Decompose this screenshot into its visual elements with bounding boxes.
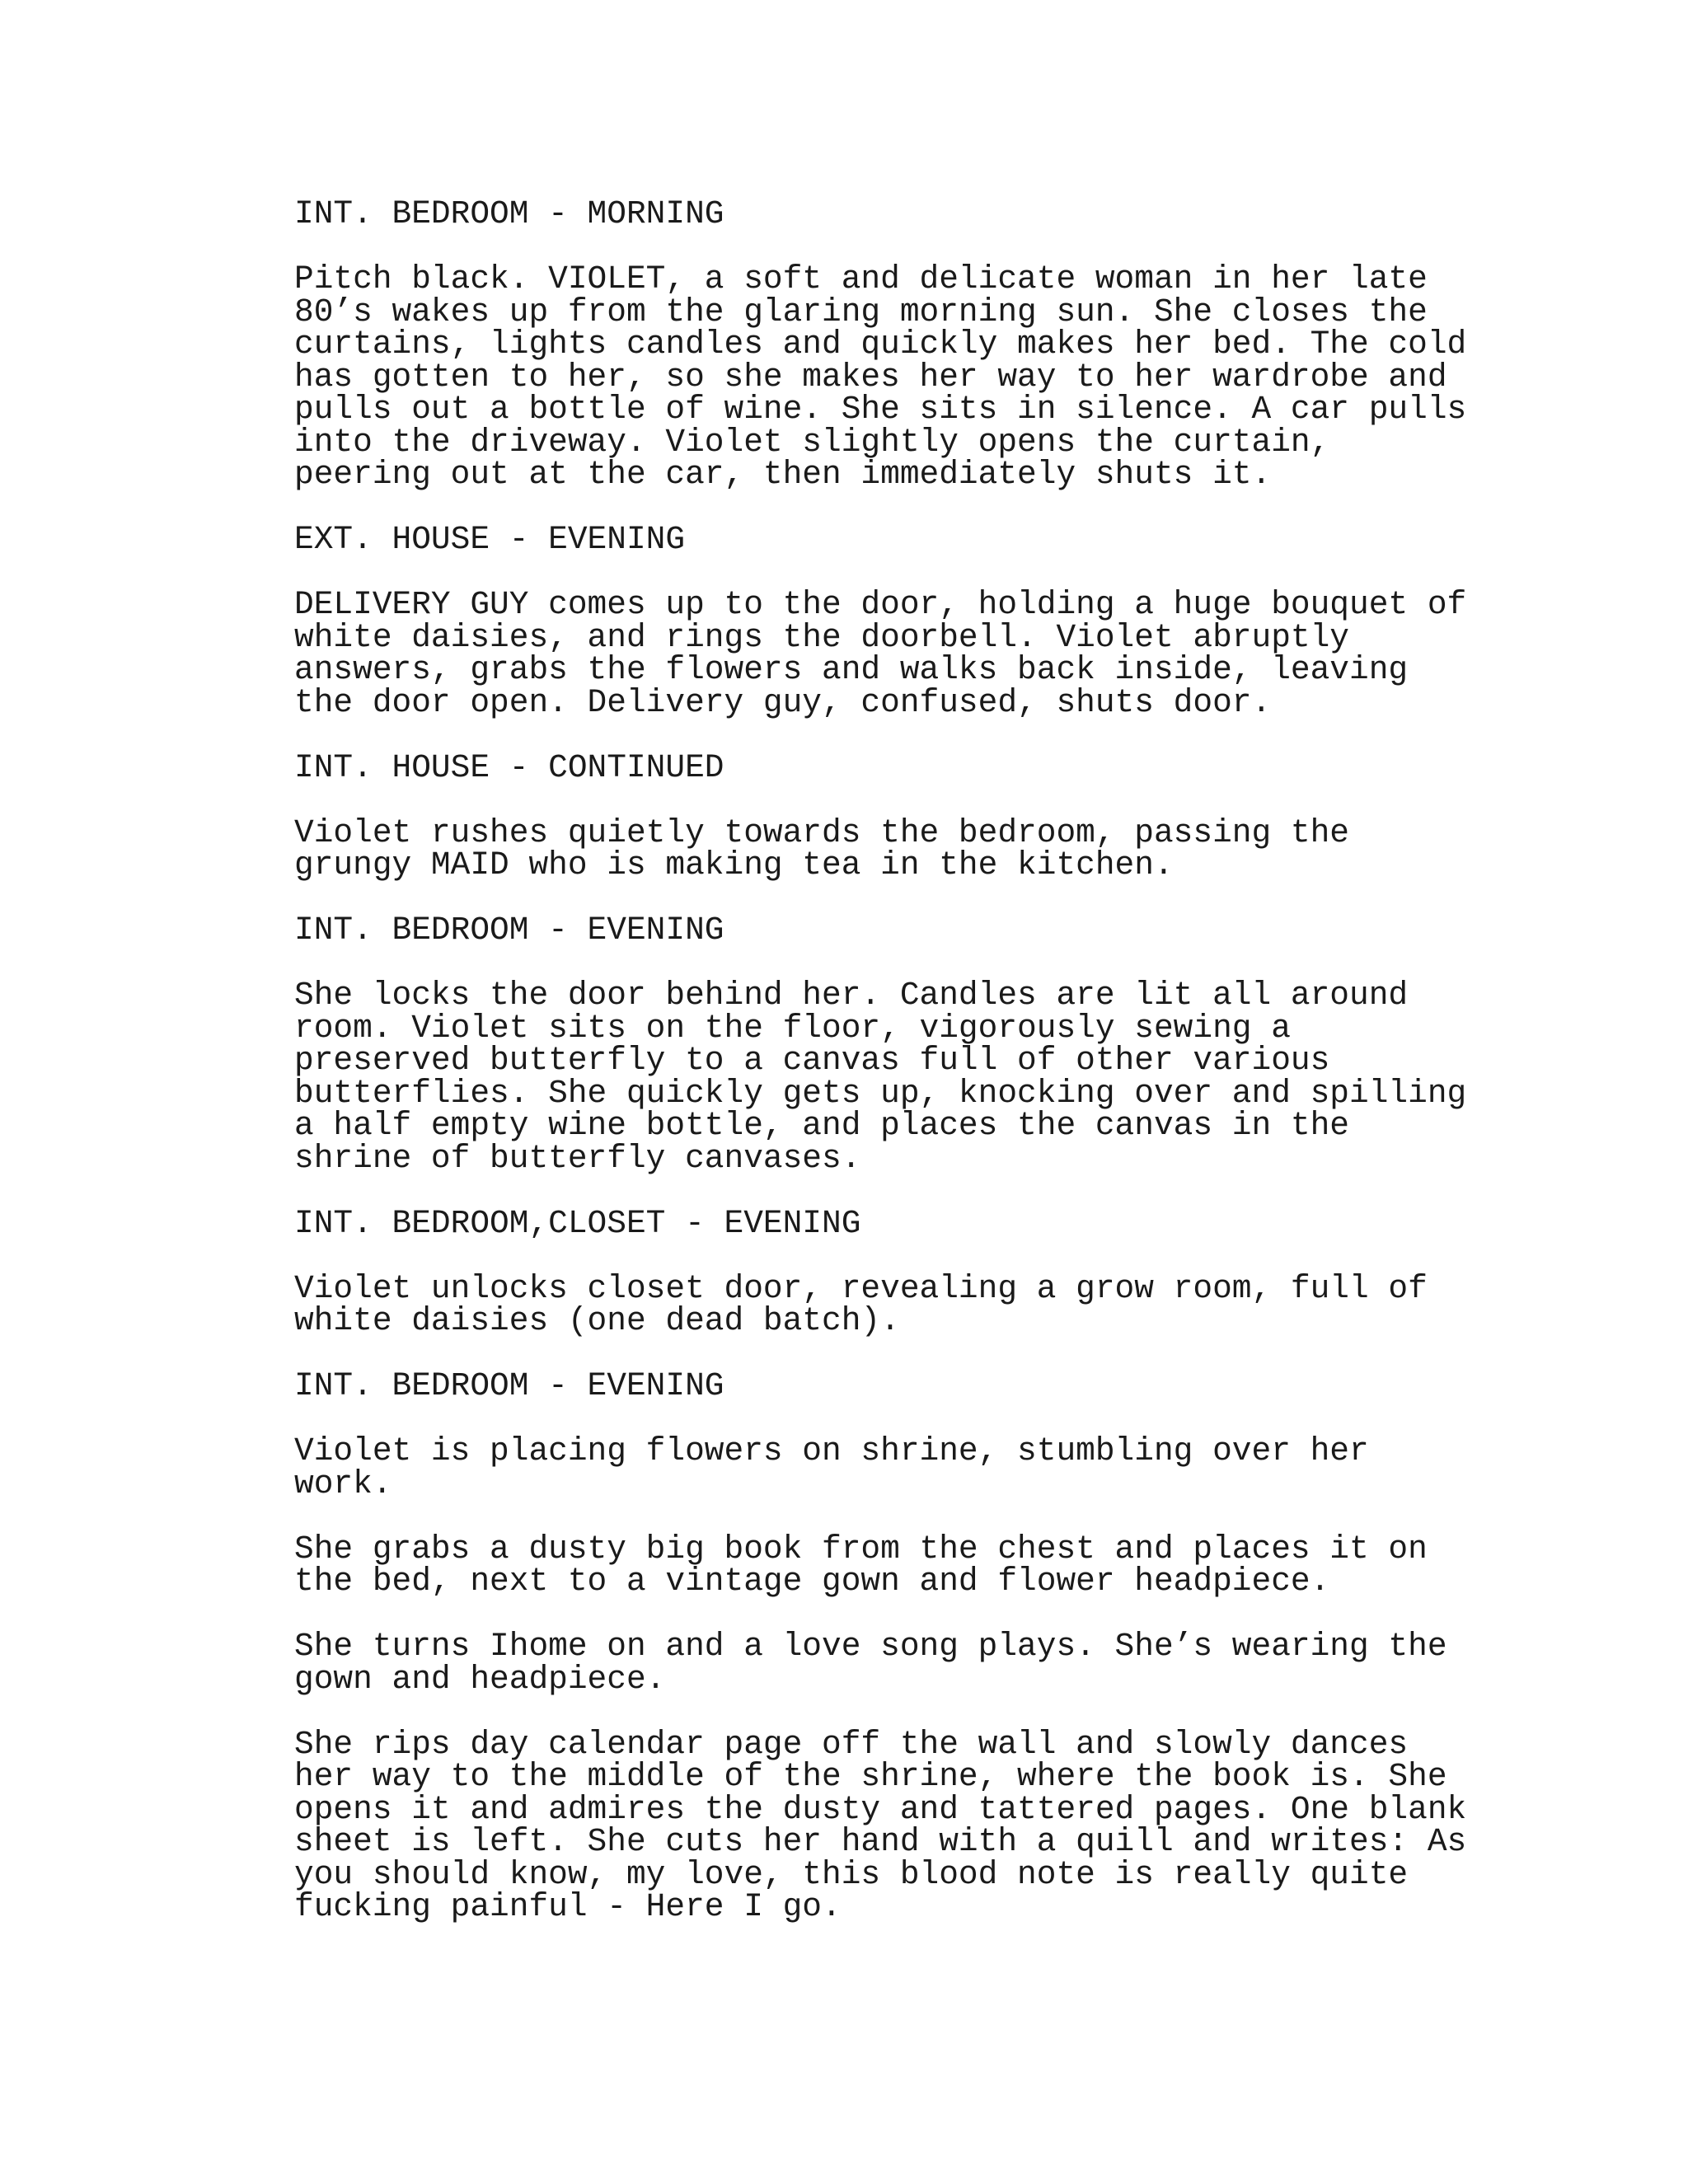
action-paragraph: Violet rushes quietly towards the bedroom, passing the grungy MAID who is making tea in the kitchen. xyxy=(294,813,1350,883)
action-paragraph: She locks the door behind her. Candles are lit all around room. Violet sits on the floor, vigorously sewing a preserved butterfly to a canvas full of other various butterflies. She quickly gets up, knocking over and spilling a half empty wine bottle, and places the canvas in the shrine of butterfly canvases. xyxy=(294,977,1467,1177)
action-paragraph: She rips day calendar page off the wall and slowly dances her way to the middle of the shrine, where the book is. She opens it and admires the dusty and tattered pages. One blank sheet is left. She cuts her hand with a quill and writes: As you should know, my love, this blood note is really quite fucking painful - Here I go. xyxy=(294,1725,1467,1925)
scene-heading: EXT. HOUSE - EVENING xyxy=(294,521,686,558)
scene-heading: INT. BEDROOM - MORNING xyxy=(294,195,724,232)
action-paragraph: Violet unlocks closet door, revealing a grow room, full of white daisies (one dead batch). xyxy=(294,1269,1428,1339)
action-paragraph: She turns Ihome on and a love song plays. She’s wearing the gown and headpiece. xyxy=(294,1628,1447,1698)
scene-heading: INT. BEDROOM,CLOSET - EVENING xyxy=(294,1204,861,1242)
action-paragraph: Pitch black. VIOLET, a soft and delicate woman in her late 80’s wakes up from the glaring morning sun. She closes the curtains, lights candles and quickly makes her bed. The cold has gotten to her, so she makes her way to her wardrobe and pulls out a bottle of wine. She sits in silence. A car pulls into the driveway. Violet slightly opens the curtain, peering out at the car, then immediately shuts it. xyxy=(294,260,1467,493)
action-paragraph: She grabs a dusty big book from the chest and places it on the bed, next to a vintage gown and flower headpiece. xyxy=(294,1530,1428,1600)
scene-heading: INT. BEDROOM - EVENING xyxy=(294,1367,724,1404)
scene-heading: INT. BEDROOM - EVENING xyxy=(294,912,724,949)
scene-heading: INT. HOUSE - CONTINUED xyxy=(294,748,724,786)
action-paragraph: Violet is placing flowers on shrine, stumbling over her work. xyxy=(294,1432,1369,1502)
screenplay-body xyxy=(294,195,1531,1925)
action-paragraph: DELIVERY GUY comes up to the door, holding a huge bouquet of white daisies, and rings the doorbell. Violet abruptly answers, grabs the flowers and walks back inside, leaving the door open. Delivery guy, confused, shuts door. xyxy=(294,586,1467,721)
